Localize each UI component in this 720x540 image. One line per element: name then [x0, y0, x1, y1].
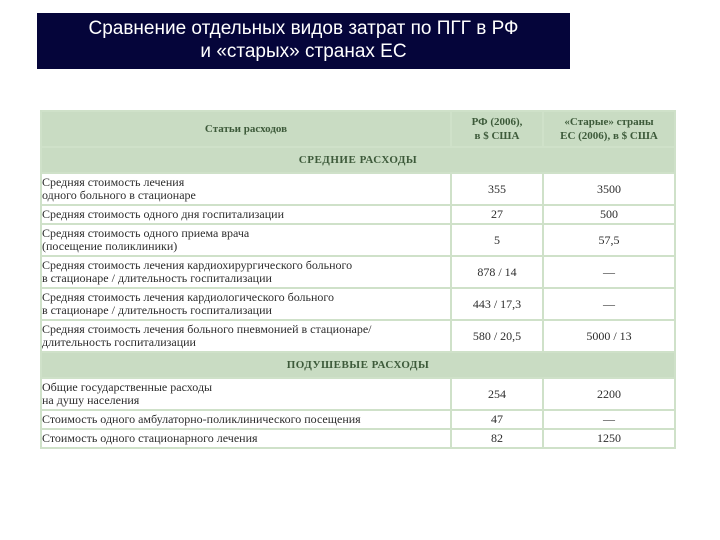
header-old-eu: [543, 111, 675, 147]
eu-value: 500: [543, 205, 675, 224]
table-row: [41, 256, 675, 288]
eu-value: —: [543, 410, 675, 429]
rf-value: 254: [451, 378, 543, 410]
row-label-line-2: в стационаре / длительность госпитализации: [42, 271, 272, 285]
row-label-line-2: одного больного в стационаре: [42, 188, 196, 202]
header-expense-items: Статьи расходов: [41, 111, 451, 147]
row-label-line-1: Средняя стоимость лечения: [42, 175, 185, 189]
table-row: [41, 288, 675, 320]
table-row: [41, 320, 675, 352]
row-label: [41, 288, 451, 320]
slide-title: [37, 13, 570, 69]
eu-value: 2200: [543, 378, 675, 410]
row-label-line-2: на душу населения: [42, 393, 140, 407]
row-label-line-1: Средняя стоимость лечения кардиологического больного: [42, 290, 335, 304]
row-label: Стоимость одного амбулаторно-поликлинического посещения: [41, 410, 451, 429]
eu-value: —: [543, 256, 675, 288]
row-label-line-1: Средняя стоимость лечения больного пневмонией в стационаре/: [42, 322, 372, 336]
eu-value: 3500: [543, 173, 675, 205]
eu-value: —: [543, 288, 675, 320]
rf-value: 355: [451, 173, 543, 205]
row-label: [41, 320, 451, 352]
row-label-line-1: Средняя стоимость одного приема врача: [42, 226, 250, 240]
header-russia: [451, 111, 543, 147]
rf-value: 443 / 17,3: [451, 288, 543, 320]
header-old-eu-line-1: «Старые» страны: [564, 116, 654, 128]
eu-value: 57,5: [543, 224, 675, 256]
header-russia-line-1: РФ (2006),: [471, 116, 523, 128]
rf-value: 5: [451, 224, 543, 256]
table-row: [41, 173, 675, 205]
row-label-line-2: длительность госпитализации: [42, 335, 196, 349]
rf-value: 47: [451, 410, 543, 429]
eu-value: 5000 / 13: [543, 320, 675, 352]
slide-title-line-1: Сравнение отдельных видов затрат по ПГГ в РФ: [88, 18, 519, 39]
table-row: [41, 429, 675, 448]
row-label-line-1: Средняя стоимость лечения кардиохирургического больного: [42, 258, 353, 272]
row-label-line-2: (посещение поликлиники): [42, 239, 178, 253]
rf-value: 27: [451, 205, 543, 224]
section-per-capita-costs: ПОДУШЕВЫЕ РАСХОДЫ: [41, 352, 675, 378]
table-row: [41, 410, 675, 429]
row-label: [41, 173, 451, 205]
row-label-line-2: в стационаре / длительность госпитализации: [42, 303, 272, 317]
rf-value: 878 / 14: [451, 256, 543, 288]
section-average-costs: СРЕДНИЕ РАСХОДЫ: [41, 147, 675, 173]
row-label: Стоимость одного стационарного лечения: [41, 429, 451, 448]
cost-comparison-table: [40, 110, 676, 449]
row-label: [41, 224, 451, 256]
row-label: Средняя стоимость одного дня госпитализации: [41, 205, 451, 224]
header-old-eu-line-2: ЕС (2006), в $ США: [560, 130, 658, 142]
table-row: [41, 224, 675, 256]
table-row: [41, 378, 675, 410]
row-label: [41, 256, 451, 288]
table-header-row: [41, 111, 675, 147]
table-row: [41, 205, 675, 224]
row-label: [41, 378, 451, 410]
slide-title-line-2: и «старых» странах ЕС: [200, 41, 407, 62]
eu-value: 1250: [543, 429, 675, 448]
row-label-line-1: Общие государственные расходы: [42, 380, 213, 394]
section-row: [41, 147, 675, 173]
rf-value: 82: [451, 429, 543, 448]
section-row: [41, 352, 675, 378]
rf-value: 580 / 20,5: [451, 320, 543, 352]
header-russia-line-2: в $ США: [474, 130, 520, 142]
